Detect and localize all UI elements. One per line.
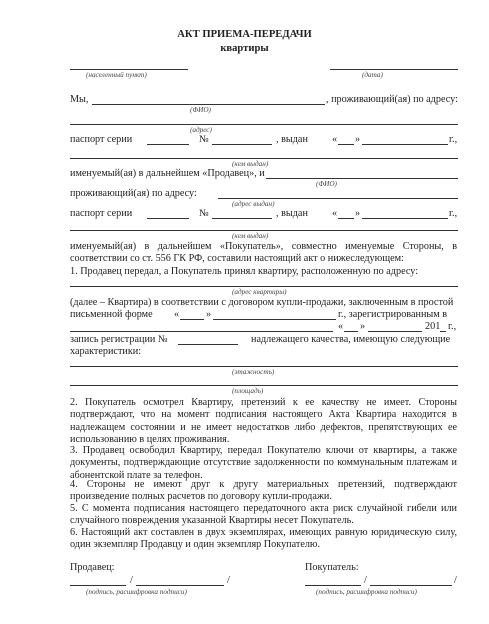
buyer-passport-no-label: № [199, 208, 209, 219]
registration-quote-close: » [360, 321, 366, 332]
seller-role-label: именуемый(ая) в дальнейшем «Продавец», и [70, 168, 265, 179]
clause-1-line-1: (далее – Квартира) в соответствии с договором купли-продажи, заключенным в простой [70, 297, 454, 308]
buyer-issued-by-line[interactable] [70, 230, 458, 231]
apartment-address-line[interactable] [70, 286, 458, 287]
area-caption: (площадь) [232, 387, 264, 395]
buyer-signature-label: Покупатель: [305, 562, 359, 573]
buyer-passport-series-label: паспорт серии [70, 208, 133, 219]
buyer-passport-no-field[interactable] [212, 218, 272, 219]
clause-2-text: 2. Покупатель осмотрел Квартиру, претензий к ее качеству не имеет. Стороны подтверждают, что на момент подписания настоящего Акта Квартира находится в надлежащем состоянии и не имеет недостатков либо дефектов, препятствующих ее использованию в целях проживания. [70, 397, 457, 445]
registration-day-field[interactable] [344, 331, 358, 332]
registration-year-field[interactable] [440, 331, 446, 332]
contract-day-field[interactable] [180, 319, 204, 320]
document-subtitle: квартиры [220, 43, 269, 54]
characteristics-label: характеристики: [70, 346, 142, 357]
preamble-text: именуемый(ая) в дальнейшем «Покупатель», совместно именуемые Стороны, в соответствии со ст. 556 ГК РФ, составили настоящий акт о нижеследующем: [70, 241, 457, 265]
seller-issued-label: , выдан [276, 134, 308, 145]
clause-1-written-form: письменной форме [70, 309, 153, 320]
contract-date-field[interactable] [213, 319, 336, 320]
apartment-address-caption: (адрес квартиры) [232, 288, 287, 296]
registration-body-line[interactable] [70, 331, 333, 332]
seller-signature-field[interactable] [70, 585, 126, 586]
buyer-residing-label: проживающий(ая) по адресу: [70, 188, 197, 199]
seller-issue-day-field[interactable] [338, 144, 354, 145]
seller-address-line[interactable] [70, 124, 458, 125]
seller-signature-caption: (подпись, расшифровка подписи) [86, 588, 187, 596]
buyer-signature-slash-1: / [364, 575, 367, 586]
seller-passport-series-label: паспорт серии [70, 134, 133, 145]
buyer-issue-month-field[interactable] [362, 218, 448, 219]
contract-quote-close: » [206, 309, 212, 320]
buyer-signature-caption: (подпись, расшифровка подписи) [316, 588, 417, 596]
seller-signature-label: Продавец: [70, 562, 115, 573]
floors-caption: (этажность) [232, 368, 275, 376]
date-caption: (дата) [362, 71, 383, 79]
buyer-address-caption: (адрес выдан) [232, 200, 275, 208]
seller-quote-open: « [332, 134, 338, 145]
seller-signature-slash-1: / [130, 575, 133, 586]
seller-fio-line[interactable] [92, 104, 325, 105]
floors-line[interactable] [70, 366, 458, 367]
clause-1-intro: 1. Продавец передал, а Покупатель принял квартиру, расположенную по адресу: [70, 266, 419, 277]
buyer-quote-close: » [355, 208, 361, 219]
date-line[interactable] [330, 69, 458, 70]
clause-3-text: 3. Продавец освободил Квартиру, передал Покупателю ключи от квартиры, а также документы, подтверждающие отсутствие задолженности по коммунальным платежам и абонентской плате за телефон. [70, 445, 457, 481]
buyer-fio-line[interactable] [266, 178, 458, 179]
registration-record-label: запись регистрации № [70, 334, 168, 345]
registration-record-field[interactable] [178, 344, 238, 345]
buyer-signature-slash-2: / [454, 575, 457, 586]
clause-1-registered: г., зарегистрированным в [338, 309, 448, 320]
seller-issued-by-line[interactable] [70, 158, 458, 159]
clause-1-quality: надлежащего качества, имеющую следующие [251, 334, 451, 345]
buyer-issue-day-field[interactable] [338, 218, 354, 219]
seller-name-field[interactable] [136, 585, 224, 586]
registration-month-field[interactable] [368, 331, 422, 332]
registration-year-prefix: 201 [425, 321, 441, 332]
clause-4-text: 4. Стороны не имеют друг к другу материальных претензий, подтверждают произведение полных расчетов по договору купли-продажи. [70, 479, 457, 503]
seller-residing-label: , проживающий(ая) по адресу: [326, 94, 458, 105]
buyer-issued-label: , выдан [276, 208, 308, 219]
buyer-signature-field[interactable] [305, 585, 361, 586]
we-label: Мы, [70, 94, 89, 105]
area-line[interactable] [70, 385, 458, 386]
buyer-fio-caption: (ФИО) [316, 180, 337, 188]
place-line[interactable] [70, 69, 188, 70]
buyer-passport-series-field[interactable] [147, 218, 189, 219]
place-caption: (населенный пункт) [86, 71, 147, 79]
seller-passport-series-field[interactable] [147, 144, 189, 145]
buyer-address-line[interactable] [218, 198, 458, 199]
registration-year-suffix: г., [448, 321, 457, 332]
registration-quote-open: « [338, 321, 344, 332]
buyer-name-field[interactable] [370, 585, 452, 586]
seller-address-caption: (адрес) [190, 126, 212, 134]
seller-signature-slash-2: / [227, 575, 230, 586]
seller-passport-no-label: № [199, 134, 209, 145]
seller-issue-month-field[interactable] [362, 144, 448, 145]
buyer-year-suffix: г., [449, 208, 458, 219]
seller-passport-no-field[interactable] [212, 144, 272, 145]
document-title: АКТ ПРИЕМА-ПЕРЕДАЧИ [177, 29, 312, 40]
seller-quote-close: » [355, 134, 361, 145]
seller-fio-caption: (ФИО) [190, 106, 211, 114]
clause-6-text: 6. Настоящий акт составлен в двух экземплярах, имеющих равную юридическую силу, один экземпляр Продавцу и один экземпляр Покупателю. [70, 527, 457, 551]
seller-year-suffix: г., [449, 134, 458, 145]
buyer-quote-open: « [332, 208, 338, 219]
buyer-issued-by-caption: (кем выдан) [232, 232, 269, 240]
seller-issued-by-caption: (кем выдан) [232, 160, 269, 168]
clause-5-text: 5. С момента подписания настоящего передаточного акта риск случайной гибели или случайного повреждения указанной Квартиры несет Покупатель. [70, 503, 457, 527]
contract-quote-open: « [174, 309, 180, 320]
